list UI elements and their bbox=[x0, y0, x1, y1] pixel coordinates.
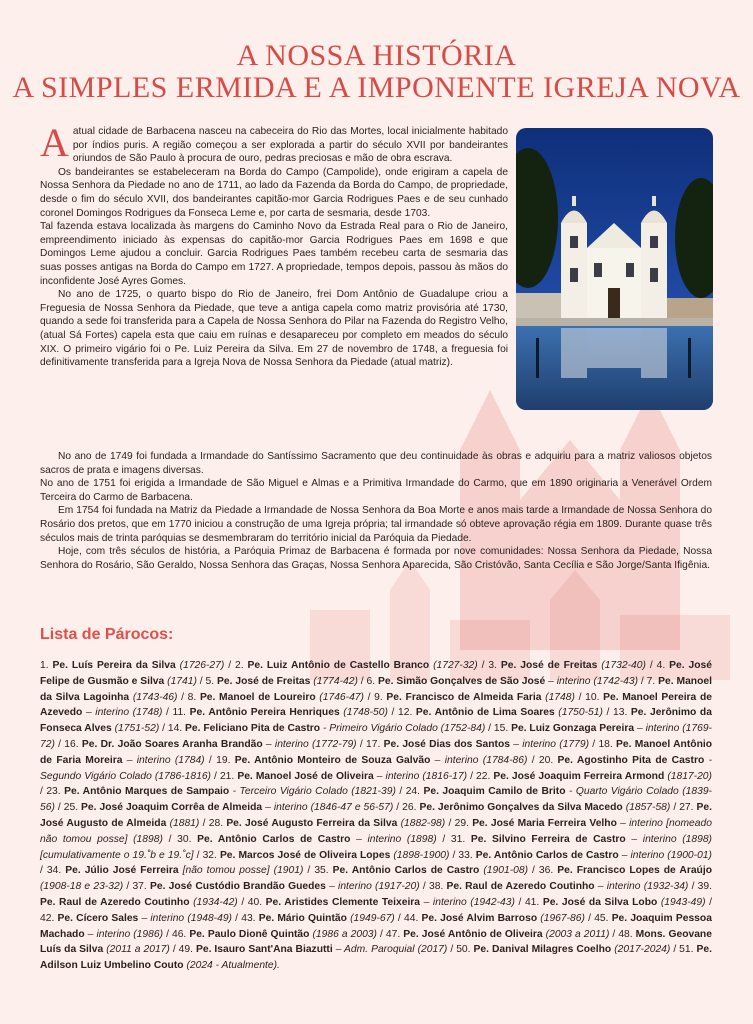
priest-number: 32. bbox=[202, 849, 220, 861]
priest-entry bbox=[216, 755, 527, 766]
priest-entry bbox=[458, 850, 712, 861]
priest-name: Mons. Geovane Luís da Silva bbox=[40, 928, 712, 956]
priest-number: 23. bbox=[46, 786, 65, 798]
page-title bbox=[0, 40, 753, 104]
priest-name: Pe. Júlio José Ferreira bbox=[65, 865, 179, 877]
priest-number: 3. bbox=[488, 660, 501, 671]
priest-name: Pe. Jerônimo Gonçalves da Silva Macedo bbox=[419, 802, 623, 814]
priest-entry bbox=[525, 897, 706, 908]
priest-entry bbox=[386, 929, 609, 940]
priest-number: 20. bbox=[538, 754, 558, 766]
priest-entry bbox=[168, 723, 485, 734]
priest-period: – interino (1942-43) bbox=[420, 896, 515, 908]
priest-name: Pe. José Felipe de Gusmão e Silva bbox=[40, 660, 712, 687]
priest-number: 8. bbox=[187, 691, 200, 703]
priest-period: (1732-40) bbox=[597, 660, 646, 671]
priest-period: (1943-49) bbox=[657, 896, 706, 908]
priest-number: 29. bbox=[454, 817, 473, 829]
priest-period: – interino (1917-20) bbox=[325, 881, 420, 893]
priest-name: Pe. José Maria Ferreira Velho bbox=[472, 817, 617, 829]
priest-entry bbox=[188, 692, 364, 703]
priest-entry bbox=[404, 913, 585, 924]
priest-number: 1. bbox=[40, 660, 53, 671]
priest-entry bbox=[398, 707, 603, 718]
priest-period: – interino (1846-47 e 56-57) bbox=[262, 802, 394, 814]
priest-period: – interino (1900-01) bbox=[618, 849, 712, 861]
priest-name: Pe. Raul de Azeredo Coutinho bbox=[40, 896, 190, 908]
church-photo bbox=[516, 128, 713, 410]
priest-number: 19. bbox=[216, 754, 235, 766]
priest-number: 50. bbox=[456, 944, 474, 956]
title-line-2: A SIMPLES ERMIDA E A IMPONENTE IGREJA NOVA bbox=[12, 71, 741, 104]
priest-name: Pe. Antônio de Lima Soares bbox=[415, 707, 555, 719]
priest-period: – interino (1948-49) bbox=[138, 912, 232, 924]
priest-number: 28. bbox=[208, 817, 227, 829]
priest-entry bbox=[456, 944, 670, 955]
priest-name: Pe. José Joaquim Corrêa de Almeida bbox=[81, 802, 263, 814]
priest-number: 51. bbox=[679, 944, 697, 956]
priest-number: 49. bbox=[178, 944, 196, 956]
priest-number: 45. bbox=[594, 912, 612, 924]
priest-period: – interino (1986) bbox=[84, 928, 164, 940]
priest-name: Pe. Manoel da Silva Lagoinha bbox=[40, 675, 712, 703]
priest-entry bbox=[47, 865, 304, 876]
intro-paragraph-2: Os bandeirantes se estabeleceram na Borda do Campo (Campolide), onde erigiram a capela de Nossa Senhora da Piedade no ano de 1711, ao lado da Fazenda da Borda do Campo, de propriedade, desde o fim do século XVII, dos bandeirantes capitão-mor Garcia Rodrigues Paes e de seu cunhado coronel Domingos Rodrigues da Fonseca Leme e, por carta de sesmaria, desde 1703. bbox=[40, 166, 508, 219]
priest-period: (1949-67) bbox=[346, 912, 395, 924]
priest-number: 27. bbox=[679, 802, 697, 814]
priest-entry bbox=[172, 707, 387, 718]
priest-period: – interino (1784-86) bbox=[430, 754, 528, 766]
priest-entry bbox=[209, 818, 445, 829]
priest-period: – interino (1779) bbox=[509, 738, 590, 750]
drop-cap: A bbox=[40, 120, 69, 165]
priest-period: (1748-50) bbox=[339, 707, 388, 719]
priest-name: Pe. Antônio Carlos de Castro bbox=[475, 849, 619, 861]
priest-entry bbox=[172, 929, 377, 940]
priest-name: Pe. Simão Gonçalves de São José bbox=[378, 675, 546, 687]
priest-number: 15. bbox=[493, 723, 512, 735]
priest-period: (1908-18 e 23-32) bbox=[40, 881, 124, 893]
priest-entry bbox=[241, 913, 395, 924]
priest-name: Pe. Antônio Carlos de Castro bbox=[332, 865, 480, 877]
priest-period: - Primeiro Vigário Colado (1752-84) bbox=[320, 723, 486, 735]
priest-period: – interino (1742-43) bbox=[545, 675, 639, 687]
priest-number: 46. bbox=[171, 928, 190, 940]
priest-name: Pe. Manoel José de Oliveira bbox=[237, 770, 374, 782]
priest-period: (1743-46) bbox=[129, 691, 178, 703]
priest-name: Pe. Paulo Dionê Quintão bbox=[189, 928, 310, 940]
priest-period: (1857-58) bbox=[622, 802, 671, 814]
priest-entry bbox=[132, 881, 419, 892]
priest-name: Pe. José da Silva Lobo bbox=[542, 896, 658, 908]
priest-entry bbox=[314, 865, 528, 876]
priest-name: Pe. Luís Pereira da Silva bbox=[52, 660, 176, 671]
priest-name: Pe. Danival Milagres Coelho bbox=[473, 944, 612, 956]
priest-period: (1901-08) bbox=[479, 865, 529, 877]
priest-name: Pe. Adilson Luiz Umbelino Couto bbox=[40, 944, 712, 972]
priest-name: Pe. Antônio Carlos de Castro bbox=[197, 833, 351, 845]
priest-number: 37. bbox=[132, 881, 150, 893]
priest-period: (1741) bbox=[164, 675, 197, 687]
priest-period: – Adm. Paroquial (2017) bbox=[332, 944, 448, 956]
priest-period: (1774-42) bbox=[310, 675, 358, 687]
priest-list: 1. Pe. Luís Pereira da Silva (1726-27) / 2. Pe. Luiz Antônio de Castello Branco (1727-32) / 3. Pe. José de Freitas (1732-40) / 4. Pe. José Felipe de Gusmão e Silva (1741) / 5. Pe. José de Freitas (1774-42) / 6. Pe. Simão Gonçalves de São José – interino (1742-43) / 7. Pe. Manoel da Silva Lagoinha (1743-46) / 8. Pe. Manoel de Loureiro (1746-47) / 9. Pe. Francisco de Almeida Faria (1748) / 10. Pe. Manoel Pereira de Azevedo – interino (1748) / 11. Pe. Antônio Pereira Henriques (1748-50) / 12. Pe. Antônio de Lima Soares (1750-51) / 13. Pe. Jerônimo da Fonseca Alves (1751-52) / 14. Pe. Feliciano Pita de Castro - Primeiro Vigário Colado (1752-84) / 15. Pe. Luiz Gonzaga Pereira – interino (1769-72) / 16. Pe. Dr. João Soares Aranha Brandão – interino (1772-79) / 17. Pe. José Dias dos Santos – interino (1779) / 18. Pe. Manoel Antônio de Faria Moreira – interino (1784) / 19. Pe. Antônio Monteiro de Souza Galvão – interino (1784-86) / 20. Pe. Agostinho Pita de Castro - Segundo Vigário Colado (1786-1816) / 21. Pe. Manoel José de Oliveira – interino (1816-17) / 22. Pe. José Joaquim Ferreira Armond (1817-20) / 23. Pe. Antônio Marques de Sampaio - Terceiro Vigário Colado (1821-39) / 24. Pe. Joaquim Camilo de Brito - Quarto Vigário Colado (1839-56) / 25. Pe. José Joaquim Corrêa de Almeida – interino (1846-47 e 56-57) / 26. Pe. Jerônimo Gonçalves da Silva Macedo (1857-58) / 27. Pe. José Augusto de Almeida (1881) / 28. Pe. José Augusto Ferreira da Silva (1882-98) / 29. Pe. José Maria Ferreira Velho – interino [nomeado não tomou posse] (1898) / 30. Pe. Antônio Carlos de Castro – interino (1898) / 31. Pe. Silvino Ferreira de Castro – interino (1898) [cumulativamente o 19.˚b e 19.˚c] / 32. Pe. Marcos José de Oliveira Lopes (1898-1900) / 33. Pe. Antônio Carlos de Castro – interino (1900-01) / 34. Pe. Júlio José Ferreira [não tomou posse] (1901) / 35. Pe. Antônio Carlos de Castro (1901-08) / 36. Pe. Francisco Lopes de Araújo (1908-18 e 23-32) / 37. Pe. José Custódio Brandão Guedes – interino (1917-20) / 38. Pe. Raul de Azeredo Coutinho – interino (1932-34) / 39. Pe. Raul de Azeredo Coutinho (1934-42) / 40. Pe. Aristides Clemente Teixeira – interino (1942-43) / 41. Pe. José da Silva Lobo (1943-49) / 42. Pe. Cícero Sales – interino (1948-49) / 43. Pe. Mário Quintão (1949-67) / 44. Pe. José Alvim Barroso (1967-86) / 45. Pe. Joaquim Pessoa Machado – interino (1986) / 46. Pe. Paulo Dionê Quintão (1986 a 2003) / 47. Pe. José Antônio de Oliveira (2003 a 2011) / 48. Mons. Geovane Luís da Silva (2011 a 2017) / 49. Pe. Isauro Sant'Ana Biazutti – Adm. Paroquial (2017) / 50. Pe. Danival Milagres Coelho (2017-2024) / 51. Pe. Adilson Luiz Umbelino Couto (2024 - Atualmente). bbox=[40, 660, 713, 972]
priest-period: - Quarto Vigário Colado (1839-56) bbox=[40, 786, 712, 814]
priest-name: Pe. Aristides Clemente Teixeira bbox=[265, 896, 421, 908]
priest-name: Pe. José Joaquim Ferreira Armond bbox=[493, 770, 665, 782]
priest-number: 21. bbox=[219, 770, 238, 782]
priest-number: 24. bbox=[405, 786, 424, 798]
priest-number: 39. bbox=[697, 881, 712, 893]
priest-period: – interino (1748) bbox=[82, 707, 163, 719]
priest-name: Pe. Joaquim Camilo de Brito bbox=[423, 786, 566, 798]
priest-number: 10. bbox=[585, 691, 604, 703]
priest-name: Pe. Manoel Antônio de Faria Moreira bbox=[40, 738, 713, 766]
priest-name: Pe. José Antônio de Oliveira bbox=[403, 928, 543, 940]
priest-name: Pe. José de Freitas bbox=[217, 675, 311, 687]
priest-entry bbox=[177, 834, 437, 845]
priest-number: 14. bbox=[167, 723, 186, 735]
priest-entry bbox=[402, 802, 670, 813]
priest-number: 34. bbox=[46, 865, 66, 877]
priest-name: Pe. Antônio Monteiro de Souza Galvão bbox=[234, 754, 431, 766]
priest-number: 12. bbox=[398, 707, 416, 719]
priest-number: 35. bbox=[314, 865, 333, 877]
priest-name: Pe. José Alvim Barroso bbox=[421, 912, 538, 924]
priest-name: Pe. José Custódio Brandão Guedes bbox=[149, 881, 326, 893]
priest-number: 48. bbox=[618, 928, 636, 940]
priest-period: – interino (1769-72) bbox=[40, 723, 712, 750]
priest-period: - Terceiro Vigário Colado (1821-39) bbox=[229, 786, 396, 798]
priest-entry bbox=[366, 739, 589, 750]
priest-name: Pe. Jerônimo da Fonseca Alves bbox=[40, 707, 712, 735]
priest-period: (1881) bbox=[166, 817, 203, 829]
priest-period: - Segundo Vigário Colado (1786-1816) bbox=[40, 754, 712, 782]
priest-number: 5. bbox=[205, 675, 218, 687]
priest-number: 16. bbox=[64, 738, 82, 750]
priest-number: 18. bbox=[598, 738, 617, 750]
priest-period: (1726-27) bbox=[175, 660, 225, 671]
priest-number: 9. bbox=[374, 691, 387, 703]
priest-number: 38. bbox=[428, 881, 447, 893]
priest-entry bbox=[248, 897, 515, 908]
priest-number: 26. bbox=[402, 802, 420, 814]
priest-number: 47. bbox=[385, 928, 404, 940]
priest-number: 4. bbox=[656, 660, 670, 671]
priest-period: (1748) bbox=[541, 691, 575, 703]
priest-period: (1746-47) bbox=[315, 691, 364, 703]
body-paragraph-7: Em 1754 foi fundada na Matriz da Piedade a Irmandade de Nossa Senhora da Boa Morte e anos mais tarde a Irmandade de Nossa Senhora do Rosário dos pretos, que em 1770 iniciou a construção de uma Igreja própria; tal irmandade só obteve aprovação régia em 1809. Durante quase três séculos mais de trinta paróquias se desmembraram do território inicial da Paróquia da Piedade. bbox=[40, 505, 712, 544]
priest-period: (1727-32) bbox=[429, 660, 478, 671]
title-line-1: A NOSSA HISTÓRIA bbox=[236, 39, 517, 72]
priest-name: Pe. Agostinho Pita de Castro bbox=[557, 754, 705, 766]
priest-number: 6. bbox=[366, 675, 379, 687]
priest-entry bbox=[40, 660, 224, 671]
priest-period: (1882-98) bbox=[397, 817, 446, 829]
priest-name: Pe. Antônio Pereira Henriques bbox=[189, 707, 340, 719]
priest-number: 22. bbox=[475, 770, 494, 782]
priest-entry bbox=[235, 660, 478, 671]
priest-entry bbox=[64, 739, 356, 750]
priest-name: Pe. Cícero Sales bbox=[57, 912, 139, 924]
priest-number: 17. bbox=[366, 738, 384, 750]
priest-number: 42. bbox=[40, 912, 58, 924]
priest-number: 44. bbox=[403, 912, 422, 924]
priest-name: Pe. José Augusto de Almeida bbox=[40, 802, 712, 829]
priest-period: – interino (1898) bbox=[350, 833, 437, 845]
priest-entry bbox=[488, 660, 646, 671]
priest-name: Pe. Manoel de Loureiro bbox=[199, 691, 316, 703]
priest-number: 43. bbox=[241, 912, 259, 924]
priest-number: 7. bbox=[646, 675, 659, 687]
priest-name: Pe. Luiz Gonzaga Pereira bbox=[511, 723, 635, 735]
priest-name: Pe. Raul de Azeredo Coutinho bbox=[446, 881, 595, 893]
priest-name: Pe. José de Freitas bbox=[500, 660, 598, 671]
priest-number: 41. bbox=[524, 896, 543, 908]
intro-paragraph-3: Tal fazenda estava localizada às margens do Caminho Novo da Estrada Real para o Rio de Janeiro, empreendimento iniciado às expensas do capitão-mor Garcia Rodrigues Paes em 1698 e que Domingos Leme ajudou a concluir. Garcia Rodrigues Paes também recebeu carta de sesmaria das suas posses antigas na Borda do Campo em 1727. A propriedade, tempos depois, passou às mãos do inconfidente José Ayres Gomes. bbox=[40, 221, 508, 287]
priest-period: (2017-2024) bbox=[611, 944, 671, 956]
priest-period: (2011 a 2017) bbox=[103, 944, 170, 956]
priest-entry bbox=[476, 771, 712, 782]
priest-number: 30. bbox=[177, 833, 198, 845]
priest-period: (1934-42) bbox=[189, 896, 238, 908]
church-illustration-icon bbox=[516, 128, 713, 410]
priest-entry bbox=[179, 944, 448, 955]
priest-number: 25. bbox=[63, 802, 82, 814]
priest-name: Pe. Dr. João Soares Aranha Brandão bbox=[81, 738, 263, 750]
priest-entry bbox=[46, 786, 396, 797]
priest-name: Pe. Silvino Ferreira de Castro bbox=[470, 833, 626, 845]
priest-period: (1898-1900) bbox=[390, 849, 450, 861]
priest-period: (2003 a 2011) bbox=[542, 928, 610, 940]
priest-name: Pe. Feliciano Pita de Castro bbox=[185, 723, 321, 735]
priest-entry bbox=[64, 802, 394, 813]
priest-number: 2. bbox=[235, 660, 248, 671]
priest-number: 11. bbox=[172, 707, 190, 719]
priest-period: (1751-52) bbox=[111, 723, 160, 735]
priest-name: Pe. José Dias dos Santos bbox=[383, 738, 510, 750]
priest-name: Pe. Mário Quintão bbox=[258, 912, 347, 924]
priest-period: (2024 - Atualmente). bbox=[183, 960, 280, 972]
priest-name: Pe. José Augusto Ferreira da Silva bbox=[226, 817, 398, 829]
priest-name: Pe. Antônio Marques de Sampaio bbox=[64, 786, 230, 798]
priest-number: 40. bbox=[247, 896, 266, 908]
intro-text bbox=[40, 120, 508, 370]
priest-number: 33. bbox=[458, 849, 476, 861]
priest-number: 36. bbox=[538, 865, 558, 877]
priest-name: Pe. Joaquim Pessoa Machado bbox=[40, 912, 712, 940]
priest-name: Pe. Manoel Pereira de Azevedo bbox=[40, 691, 712, 719]
body-text bbox=[40, 450, 712, 572]
priest-name: Pe. Marcos José de Oliveira Lopes bbox=[219, 849, 391, 861]
priest-period: (1750-51) bbox=[554, 707, 603, 719]
priest-period: (1986 a 2003) bbox=[309, 928, 377, 940]
priest-entry bbox=[374, 692, 575, 703]
priest-entry bbox=[429, 881, 688, 892]
priest-list-title: Lista de Párocos: bbox=[40, 626, 174, 643]
priest-entry bbox=[206, 676, 358, 687]
priest-entry bbox=[220, 771, 467, 782]
body-paragraph-6: No ano de 1751 foi erigida a Irmandade de São Miguel e Almas e a Primitiva Irmandade do Carmo, que em 1890 originaria a Venerável Ordem Terceira do Carmo de Barbacena. bbox=[40, 478, 712, 503]
priest-entry bbox=[203, 850, 450, 861]
priest-period: [não tomou posse] (1901) bbox=[178, 865, 304, 877]
priest-name: Pe. Francisco Lopes de Araújo bbox=[557, 865, 712, 877]
priest-entry bbox=[40, 913, 232, 924]
body-paragraph-5: No ano de 1749 foi fundada a Irmandade do Santíssimo Sacramento que deu continuidade às obras e adquiriu para a matriz valiosos objetos sacros de prata e imagens diversas. bbox=[40, 451, 712, 476]
priest-period: – interino (1898) [cumulativamente o 19.˚b e 19.˚c] bbox=[40, 833, 712, 861]
priest-name: Pe. Francisco de Almeida Faria bbox=[386, 691, 542, 703]
priest-period: – interino (1816-17) bbox=[373, 770, 468, 782]
priest-period: – interino (1932-34) bbox=[594, 881, 689, 893]
priest-period: – interino (1772-79) bbox=[262, 738, 357, 750]
priest-entry bbox=[367, 676, 639, 687]
priest-period: – interino (1784) bbox=[122, 754, 205, 766]
body-paragraph-8: Hoje, com três séculos de história, a Paróquia Primaz de Barbacena é formada por nove comunidades: Nossa Senhora da Piedade, Nossa Senhora do Rosário, São Geraldo, Nossa Senhora das Graças, Nossa Senhora Aparecida, São Cristóvão, Santa Cecília e São Jorge/Santa Ifigênia. bbox=[40, 546, 712, 571]
priest-name: Pe. Isauro Sant'Ana Biazutti bbox=[195, 944, 333, 956]
priest-period: – interino [nomeado não tomou posse] (1898) bbox=[40, 817, 712, 845]
priest-period: (1967-86) bbox=[537, 912, 585, 924]
priest-name: Pe. Luiz Antônio de Castello Branco bbox=[247, 660, 430, 671]
priest-number: 13. bbox=[613, 707, 631, 719]
intro-paragraph-4: No ano de 1725, o quarto bispo do Rio de Janeiro, frei Dom Antônio de Guadalupe criou a Freguesia de Nossa Senhora da Piedade, que teve a antiga capela como matriz provisória até 1730, quando a sede foi transferida para a Capela de Nossa Senhora do Pilar na Fazenda do Registro Velho, (atual Sá Fortes) capela esta que caiu em ruínas e desapareceu por completo em meados do século XIX. O primeiro vigário foi o Pe. Luiz Pereira da Silva. Em 27 de novembro de 1748, a freguesia foi definitivamente transferida para a Igreja Nova de Nossa Senhora da Piedade (atual matriz). bbox=[40, 289, 508, 369]
intro-paragraph-1: atual cidade de Barbacena nasceu na cabeceira do Rio das Mortes, local inicialmente habitado por índios puris. A região começou a ser explorada a partir do século XVII por bandeirantes oriundos de São Paulo à procura de ouro, pedras preciosas e mão de obra escrava. bbox=[72, 126, 508, 165]
priest-period: (1817-20) bbox=[664, 770, 712, 782]
priest-number: 31. bbox=[450, 833, 471, 845]
